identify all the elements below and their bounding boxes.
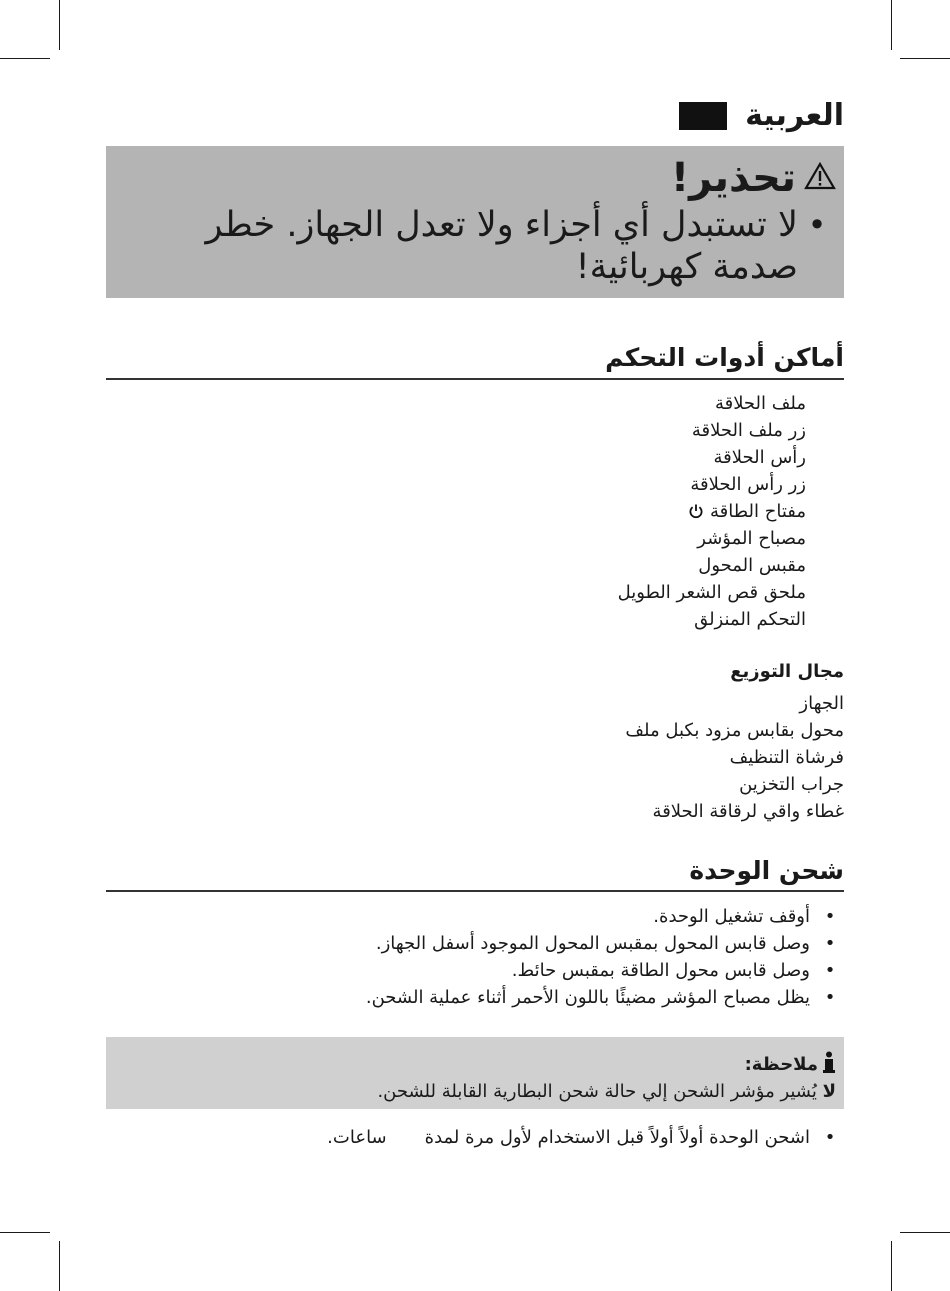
- list-item: الجهاز: [799, 693, 844, 714]
- warning-header: [671, 156, 836, 200]
- warning-icon: [804, 162, 836, 194]
- language-header: [679, 98, 844, 134]
- delivery-list: [625, 690, 844, 825]
- final-unit: ساعات.: [327, 1127, 387, 1148]
- note-emphasis: لا: [822, 1081, 836, 1102]
- crop-mark: [59, 1241, 60, 1291]
- crop-mark: [0, 58, 50, 59]
- list-item: [106, 984, 850, 1011]
- list-item: جراب التخزين: [739, 774, 844, 795]
- bullet-icon: •: [824, 960, 836, 981]
- bullet-icon: •: [807, 206, 827, 244]
- warning-item: [112, 204, 836, 288]
- crop-mark: [0, 1232, 50, 1233]
- list-item: [106, 903, 850, 930]
- bullet-icon: •: [824, 906, 836, 927]
- note-box: [106, 1037, 844, 1109]
- list-item: ملف الحلاقة: [714, 393, 806, 414]
- power-icon: [688, 501, 704, 522]
- list-item: [106, 957, 850, 984]
- list-item: غطاء واقي لرقاقة الحلاقة: [652, 801, 844, 822]
- list-item: مصباح المؤشر: [697, 528, 806, 549]
- section-divider: [106, 890, 844, 892]
- section-divider: [106, 378, 844, 380]
- blank-space: [387, 1124, 425, 1151]
- list-item-text: وصل قابس محول الطاقة بمقبس حائط.: [511, 960, 810, 981]
- warning-title: تحذير!: [670, 155, 796, 201]
- list-item-text: يظل مصباح المؤشر مضيئًا باللون الأحمر أثناء عملية الشحن.: [365, 987, 810, 1008]
- power-label: مفتاح الطاقة: [710, 501, 806, 522]
- charging-list: [106, 903, 850, 1011]
- crop-mark: [900, 1232, 950, 1233]
- list-item: زر رأس الحلاقة: [690, 474, 806, 495]
- crop-mark: [900, 58, 950, 59]
- bullet-icon: •: [824, 1127, 836, 1148]
- list-item-text: أوقف تشغيل الوحدة.: [653, 906, 810, 927]
- final-list: [106, 1124, 850, 1151]
- controls-list: [618, 390, 806, 633]
- note-body: يُشير مؤشر الشحن إلي حالة شحن البطارية القابلة للشحن.: [377, 1081, 823, 1102]
- list-item: رأس الحلاقة: [713, 447, 806, 468]
- list-item: مقبس المحول: [698, 555, 806, 576]
- list-item: زر ملف الحلاقة: [691, 420, 806, 441]
- list-item: [618, 498, 806, 525]
- info-icon: [822, 1051, 836, 1078]
- bullet-icon: •: [824, 987, 836, 1008]
- language-title: العربية: [745, 98, 844, 133]
- list-item: فرشاة التنظيف: [729, 747, 844, 768]
- note-text: [377, 1081, 836, 1102]
- warning-box: [106, 146, 844, 298]
- list-item: التحكم المنزلق: [694, 609, 806, 630]
- delivery-heading: مجال التوزيع: [730, 661, 844, 682]
- controls-heading: أماكن أدوات التحكم: [605, 343, 844, 372]
- bullet-icon: •: [824, 933, 836, 954]
- crop-mark: [59, 0, 60, 50]
- final-text: اشحن الوحدة أولاً أولاً قبل الاستخدام لأول مرة لمدة: [424, 1127, 810, 1148]
- charging-heading: شحن الوحدة: [689, 856, 844, 885]
- warning-text: لا تستبدل أي أجزاء ولا تعدل الجهاز. خطر صدمة كهربائية!: [205, 205, 798, 287]
- list-item: ملحق قص الشعر الطويل: [617, 582, 806, 603]
- list-item: [106, 930, 850, 957]
- crop-mark: [891, 1241, 892, 1291]
- note-title: ملاحظة:: [744, 1054, 818, 1075]
- language-marker-block: [679, 102, 727, 130]
- list-item: [106, 1124, 850, 1151]
- list-item: محول بقابس مزود بكبل ملف: [625, 720, 844, 741]
- list-item-text: وصل قابس المحول بمقبس المحول الموجود أسفل الجهاز.: [375, 933, 810, 954]
- note-header: [745, 1051, 836, 1078]
- crop-mark: [891, 0, 892, 50]
